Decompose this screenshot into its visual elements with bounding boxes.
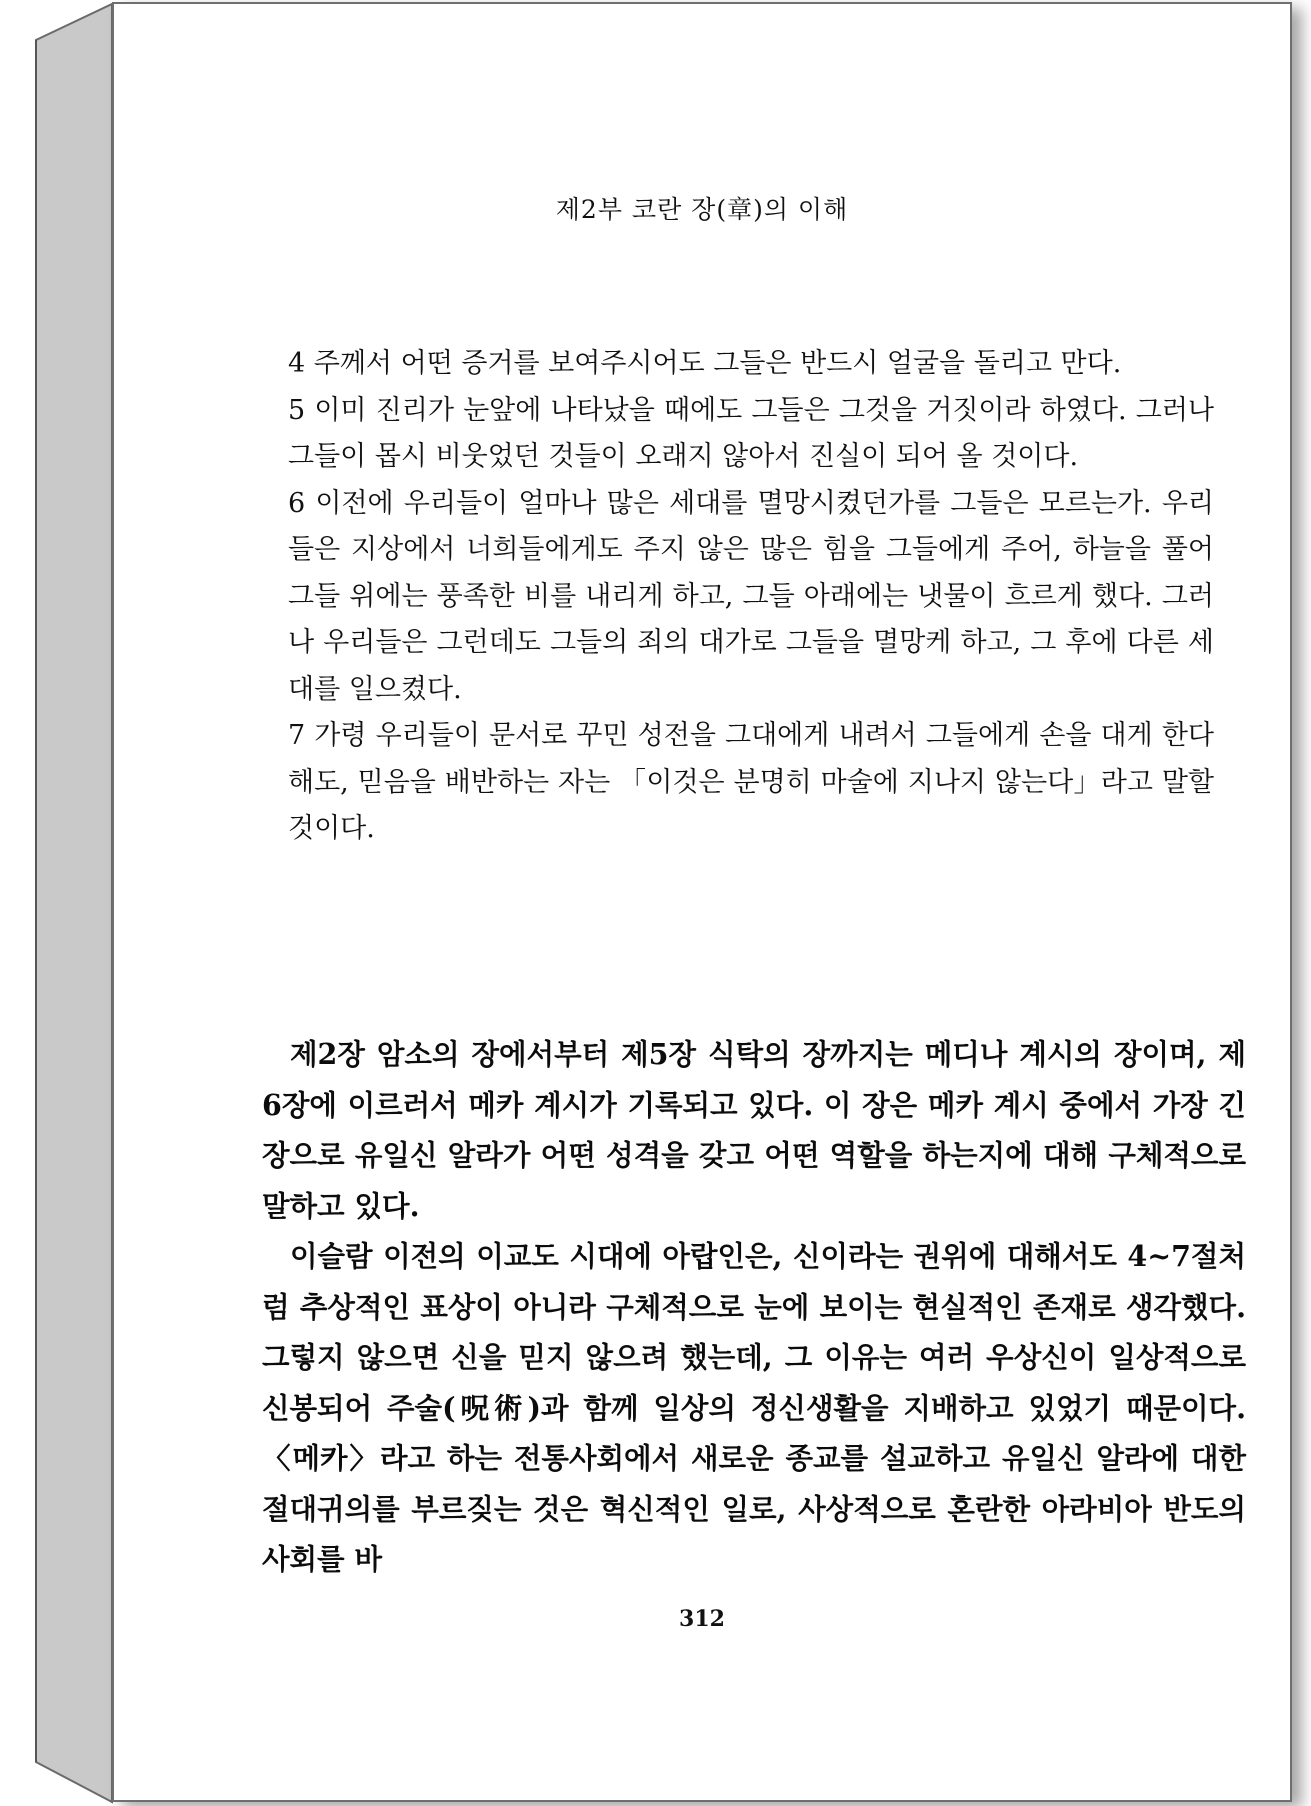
book-spine: [0, 0, 120, 1806]
commentary-paragraph-2: 이슬람 이전의 이교도 시대에 아랍인은, 신이라는 권위에 대해서도 4~7절처럼 추상적인 표상이 아니라 구체적으로 눈에 보이는 현실적인 존재로 생각했다. 그렇지 않으면 신을 믿지 않으려 했는데, 그 이유는 여러 우상신이 일상적으로 신봉되어 주술(呪術)과 함께 일상의 정신생활을 지배하고 있었기 때문이다. 〈메카〉라고 하는 전통사회에서 새로운 종교를 설교하고 유일신 알라에 대한 절대귀의를 부르짖는 것은 혁신적인 일로, 사상적으로 혼란한 아라비아 반도의 사회를 바: [262, 1239, 1246, 1576]
verse-5: 5 이미 진리가 눈앞에 나타났을 때에도 그들은 그것을 거짓이라 하였다. 그러나 그들이 몹시 비웃었던 것들이 오래지 않아서 진실이 되어 올 것이다.: [288, 394, 1214, 472]
running-head: 제2부 코란 장(章)의 이해: [555, 195, 849, 224]
verse-6: 6 이전에 우리들이 얼마나 많은 세대를 멸망시켰던가를 그들은 모르는가. 우리들은 지상에서 너희들에게도 주지 않은 많은 힘을 그들에게 주어, 하늘을 풀어 그들 위에는 풍족한 비를 내리게 하고, 그들 아래에는 냇물이 흐르게 했다. 그러나 우리들은 그런데도 그들의 죄의 대가로 그들을 멸망케 하고, 그 후에 다른 세대를 일으켰다.: [288, 487, 1214, 705]
commentary: [262, 1029, 1246, 1585]
book-page: [112, 2, 1292, 1802]
verse-block: [288, 341, 1214, 853]
page-number: 312: [679, 1606, 725, 1632]
commentary-paragraph-1: 제2장 암소의 장에서부터 제5장 식탁의 장까지는 메디나 계시의 장이며, 제6장에 이르러서 메카 계시가 기록되고 있다. 이 장은 메카 계시 중에서 가장 긴 장으로 유일신 알라가 어떤 성격을 갖고 어떤 역할을 하는지에 대해 구체적으로 말하고 있다.: [262, 1037, 1246, 1223]
verse-4: 4 주께서 어떤 증거를 보여주시어도 그들은 반드시 얼굴을 돌리고 만다.: [288, 348, 1122, 379]
verse-7: 7 가령 우리들이 문서로 꾸민 성전을 그대에게 내려서 그들에게 손을 대게 한다 해도, 믿음을 배반하는 자는 「이것은 분명히 마술에 지나지 않는다」라고 말할 것이다.: [288, 720, 1214, 844]
